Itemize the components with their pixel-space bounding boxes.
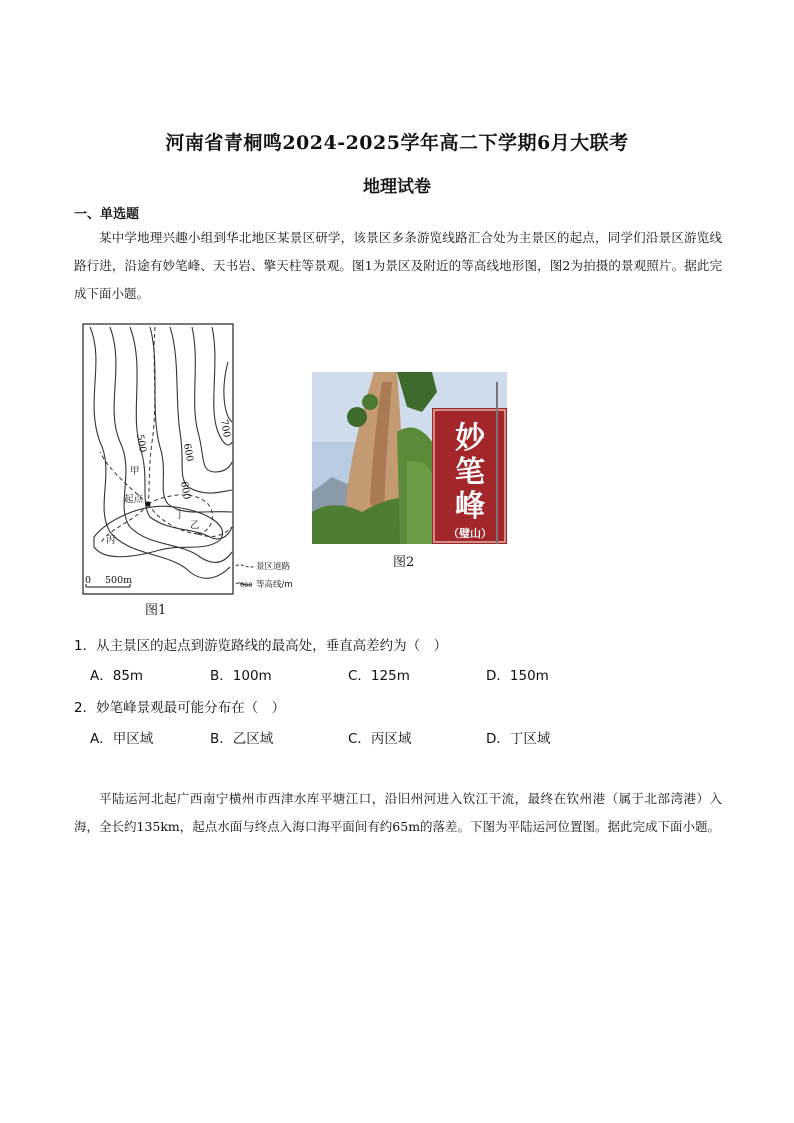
figure-2-photo [312,372,507,544]
label-yi: 乙 [190,520,200,531]
question-2-stem: 2．妙笔峰景观最可能分布在（ ） [74,700,286,716]
sign-char-1: 妙 [455,421,485,456]
question-1-stem: 1．从主景区的起点到游览路线的最高处，垂直高差约为（ ） [74,638,448,654]
label-jia: 甲 [130,466,140,477]
q1-option-a[interactable]: A．85m [90,668,144,684]
legend-contour-value: 600 [240,581,253,589]
q2-option-c[interactable]: C．丙区域 [348,731,412,747]
start-point-marker [145,501,150,506]
sign-sub: （璧山） [448,527,492,540]
section-heading: 一、单选题 [74,207,140,222]
q2-option-a[interactable]: A．甲区域 [90,731,154,747]
map-legend [236,561,293,590]
sign-char-2: 笔 [455,455,485,490]
q1-option-c[interactable]: C．125m [348,668,410,684]
label-600-b: 600 [178,480,193,501]
label-ding: 丁 [175,510,185,521]
figure-1-caption: 图1 [145,603,167,618]
label-500: 500 [134,433,149,454]
page-subtitle: 地理试卷 [363,177,431,197]
contour-map-svg [80,322,305,617]
road-lines [100,327,232,544]
legend-road: 景区道路 [256,562,291,572]
label-start: 起点 [124,494,144,505]
page-title: 河南省青桐鸣2024-2025学年高二下学期6月大联考 [165,132,629,154]
photo-svg [312,372,507,544]
passage-1: 某中学地理兴趣小组到华北地区某景区研学，该景区多条游览线路汇合处为主景区的起点，同学们沿景区游览线路行进，沿途有妙笔峰、天书岩、擎天柱等景观。图1为景区及附近的等高线地形图，图2为拍摄的景观照片。据此完成下面小题。 [74,230,722,301]
legend-contour: 等高线/m [256,580,293,590]
label-scale: 500m [105,575,133,586]
label-700: 700 [218,418,233,439]
passage-2: 平陆运河北起广西南宁横州市西津水库平塘江口，沿旧州河进入钦江干流，最终在钦州港（属于北部湾港）入海，全长约135km，起点水面与终点入海口海平面间有约65m的落差。下图为平陆运河位置图。据此完成下面小题。 [74,791,722,834]
label-600-a: 600 [181,442,196,463]
q1-option-d[interactable]: D．150m [486,668,549,684]
q1-option-b[interactable]: B．100m [210,668,272,684]
q2-option-d[interactable]: D．丁区域 [486,731,551,747]
label-zero: 0 [85,575,92,586]
figure-1-contour-map [80,322,305,617]
q2-option-b[interactable]: B．乙区域 [210,731,274,747]
figure-2-caption: 图2 [393,555,415,570]
label-bing: 丙 [106,535,116,546]
sign-char-3: 峰 [455,489,485,524]
